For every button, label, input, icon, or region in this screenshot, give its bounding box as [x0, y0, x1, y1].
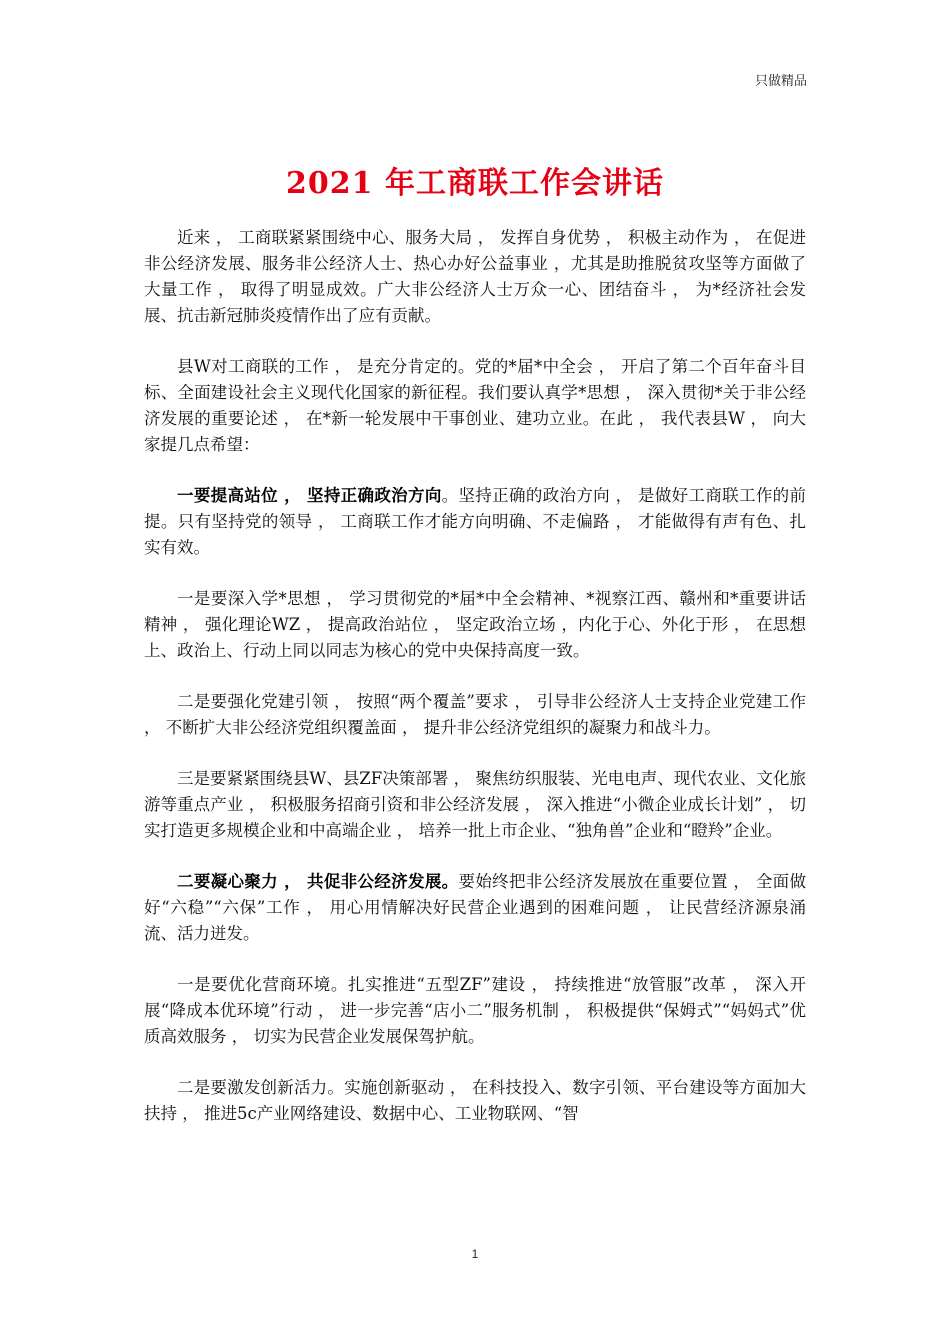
paragraph-1	[144, 225, 806, 329]
paragraph-6-text: 三是要紧紧围绕县W、县ZF决策部署 ， 聚焦纺织服装、光电电声、现代农业、文化旅游等重点产业 ， 积极服务招商引资和非公经济发展 ， 深入推进“小微企业成长计划” ， 切实打造更多规模企业和中高端企业 ， 培养一批上市企业、“独角兽”企业和“瞪羚”企业。	[144, 769, 806, 840]
paragraph-8	[144, 972, 806, 1050]
paragraph-2	[144, 354, 806, 458]
paragraph-5	[144, 689, 806, 741]
paragraph-4	[144, 586, 806, 664]
header-note: 只做精品	[754, 74, 807, 89]
paragraph-5-text: 二是要强化党建引领 ， 按照“两个覆盖”要求 ， 引导非公经济人士支持企业党建工作 ， 不断扩大非公经济党组织覆盖面 ， 提升非公经济党组织的凝聚力和战斗力。	[144, 692, 806, 737]
paragraph-1-text: 近来 ， 工商联紧紧围绕中心、服务大局 ， 发挥自身优势 ， 积极主动作为 ， 在促进非公经济发展、服务非公经济人士、热心办好公益事业 ，尤其是助推脱贫攻坚等方面做了大量工作 ， 取得了明显成效。广大非公经济人士万众一心、团结奋斗 ， 为*经济社会发展、抗击新冠肺炎疫情作出了应有贡献。	[144, 228, 806, 325]
paragraph-2-text: 县W对工商联的工作 ， 是充分肯定的。党的*届*中全会 ， 开启了第二个百年奋斗目标、全面建设社会主义现代化国家的新征程。我们要认真学*思想 ， 深入贯彻*关于非公经济发展的重要论述 ， 在*新一轮发展中干事创业、建功立业。在此 ， 我代表县W ， 向大家提几点希望：	[144, 357, 806, 454]
paragraph-3	[144, 483, 806, 561]
paragraph-8-text: 一是要优化营商环境。扎实推进“五型ZF”建设 ， 持续推进“放管服”改革 ， 深入开展“降成本优环境”行动 ， 进一步完善“店小二”服务机制 ， 积极提供“保姆式”“妈妈式”优质高效服务 ， 切实为民营企业发展保驾护航。	[144, 975, 806, 1046]
paragraph-3-text: 。坚持正确的政治方向 ， 是做好工商联工作的前提。只有坚持党的领导 ， 工商联工作才能方向明确、不走偏路 ， 才能做得有声有色、扎实有效。	[144, 486, 806, 557]
document-title: 2021 年工商联工作会讲话	[286, 166, 664, 201]
paragraph-9-text: 二是要激发创新活力。实施创新驱动 ， 在科技投入、数字引领、平台建设等方面加大扶持 ， 推进5c产业网络建设、数据中心、工业物联网、“智	[144, 1078, 806, 1123]
page-number: 1	[471, 1247, 479, 1261]
paragraph-3-heading: 一要提高站位 ， 坚持正确政治方向	[177, 486, 442, 505]
document-body	[144, 225, 806, 1152]
paragraph-4-text: 一是要深入学*思想 ， 学习贯彻党的*届*中全会精神、*视察江西、赣州和*重要讲话精神 ， 强化理论WZ ， 提高政治站位 ， 坚定政治立场 ，内化于心、外化于形 ， 在思想上、政治上、行动上同以同志为核心的党中央保持高度一致。	[144, 589, 806, 660]
paragraph-7-heading: 二要凝心聚力 ， 共促非公经济发展。	[177, 872, 459, 891]
paragraph-9	[144, 1075, 806, 1127]
paragraph-7	[144, 869, 806, 947]
paragraph-7-text: 要始终把非公经济发展放在重要位置 ， 全面做好“六稳”“六保”工作 ， 用心用情解决好民营企业遇到的困难问题 ， 让民营经济源泉涌流、活力迸发。	[144, 872, 806, 943]
paragraph-6	[144, 766, 806, 844]
